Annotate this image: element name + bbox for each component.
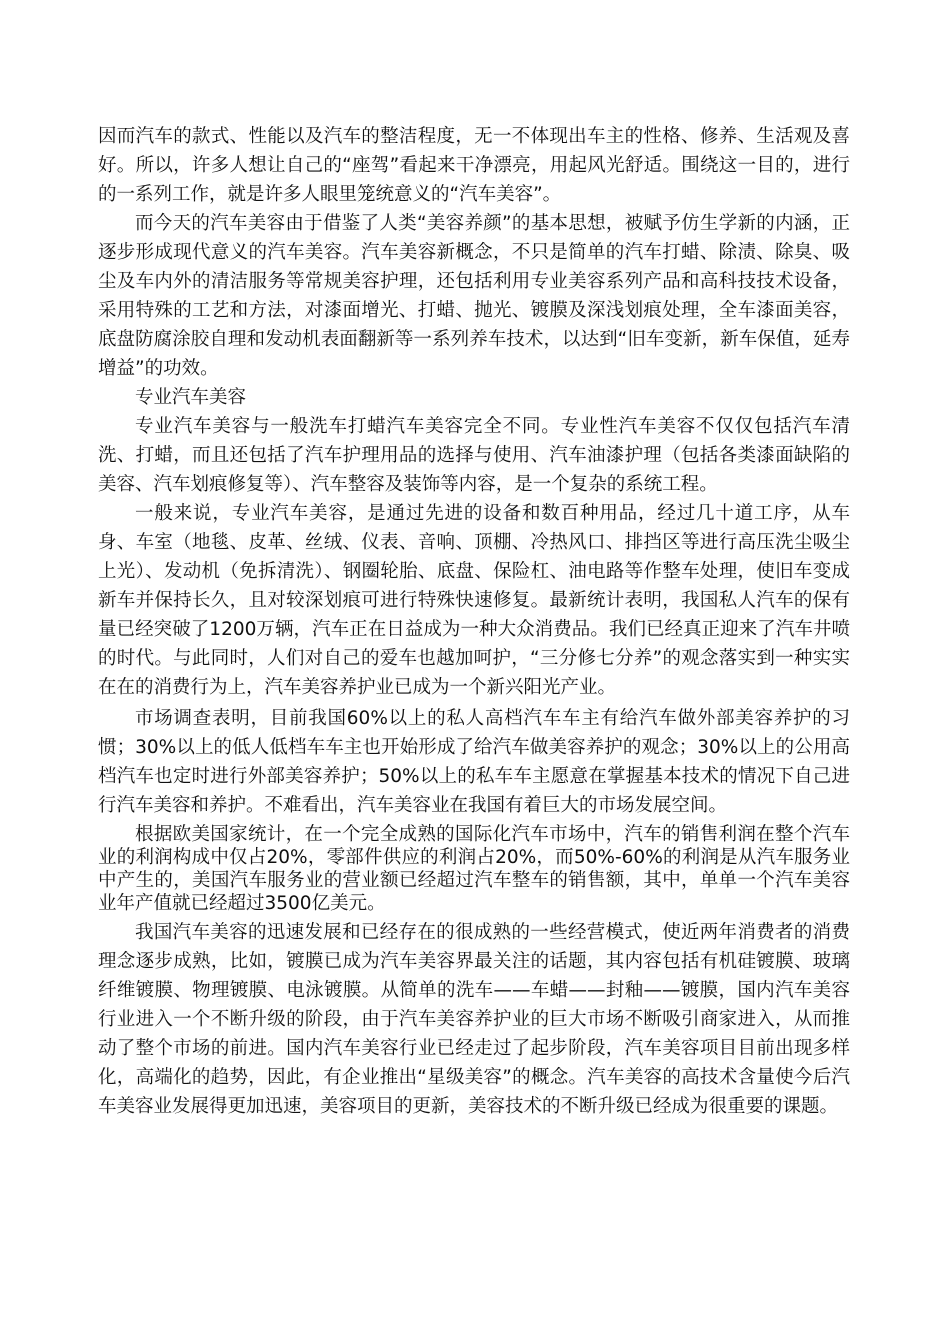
paragraph-market-survey: 市场调查表明，目前我国60%以上的私人高档汽车车主有给汽车做外部美容养护的习惯；30%以上的低人低档车车主也开始形成了给汽车做美容养护的观念；30%以上的公用高档汽车也定时进行外部美容养护；50%以上的私车车主愿意在掌握基本技术的情况下自己进行汽车美容和养护。不难看出，汽车美容业在我国有着巨大的市场发展空间。 xyxy=(98,708,850,816)
paragraph-modern-car-beauty: 而今天的汽车美容由于借鉴了人类“美容养颜”的基本思想，被赋予仿生学新的内涵，正逐步形成现代意义的汽车美容。汽车美容新概念，不只是简单的汽车打蜡、除渍、除臭、吸尘及车内外的清洁服务等常规美容护理，还包括利用专业美容系列产品和高科技技术设备，采用特殊的工艺和方法，对漆面增光、打蜡、抛光、镀膜及深浅划痕处理，全车漆面美容，底盘防腐涂胶自理和发动机表面翻新等一系列养车技术，以达到“旧车变新，新车保值，延寿增益”的功效。 xyxy=(98,213,850,379)
document-page xyxy=(98,122,850,1121)
paragraph-professional-difference: 专业汽车美容与一般洗车打蜡汽车美容完全不同。专业性汽车美容不仅仅包括汽车清洗、打蜡，而且还包括了汽车护理用品的选择与使用、汽车油漆护理（包括各类漆面缺陷的美容、汽车划痕修复等）、汽车整容及装饰等内容，是一个复杂的系统工程。 xyxy=(98,416,850,495)
paragraph-development-trend: 我国汽车美容的迅速发展和已经存在的很成熟的一些经营模式，使近两年消费者的消费理念逐步成熟，比如，镀膜已成为汽车美容界最关注的话题，其内容包括有机硅镀膜、玻璃纤维镀膜、物理镀膜、电泳镀膜。从简单的洗车——车蜡——封釉——镀膜，国内汽车美容行业进入一个不断升级的阶段，由于汽车美容养护业的巨大市场不断吸引商家进入，从而推动了整个市场的前进。国内汽车美容行业已经走过了起步阶段，汽车美容项目目前出现多样化，高端化的趋势，因此，有企业推出“星级美容”的概念。汽车美容的高技术含量使今后汽车美容业发展得更加迅速，美容项目的更新，美容技术的不断升级已经成为很重要的课题。 xyxy=(98,922,850,1117)
paragraph-professional-process: 一般来说，专业汽车美容，是通过先进的设备和数百种用品，经过几十道工序，从车身、车室（地毯、皮革、丝绒、仪表、音响、顶棚、冷热风口、排挡区等进行高压洗尘吸尘上光）、发动机（免拆清洗）、钢圈轮胎、底盘、保险杠、油电路等作整车处理，使旧车变成新车并保持长久，且对较深划痕可进行特殊快速修复。最新统计表明，我国私人汽车的保有量已经突破了1200万辆，汽车正在日益成为一种大众消费品。我们已经真正迎来了汽车井喷的时代。与此同时，人们对自己的爱车也越加呵护，“三分修七分养”的观念落实到一种实实在在的消费行为上，汽车美容养护业已成为一个新兴阳光产业。 xyxy=(98,503,850,698)
section-heading-professional-car-beauty: 专业汽车美容 xyxy=(135,387,247,408)
paragraph-intro-continuation: 因而汽车的款式、性能以及汽车的整洁程度，无一不体现出车主的性格、修养、生活观及喜好。所以，许多人想让自己的“座驾”看起来干净漂亮，用起风光舒适。围绕这一目的，进行的一系列工作，就是许多人眼里笼统意义的“汽车美容”。 xyxy=(98,126,850,205)
paragraph-western-statistics: 根据欧美国家统计，在一个完全成熟的国际化汽车市场中，汽车的销售利润在整个汽车业的利润构成中仅占20%，零部件供应的利润占20%，而50%-60%的利润是从汽车服务业中产生的，美国汽车服务业的营业额已经超过汽车整车的销售额，其中，单单一个汽车美容业年产值就已经超过3500亿美元。 xyxy=(98,824,850,914)
